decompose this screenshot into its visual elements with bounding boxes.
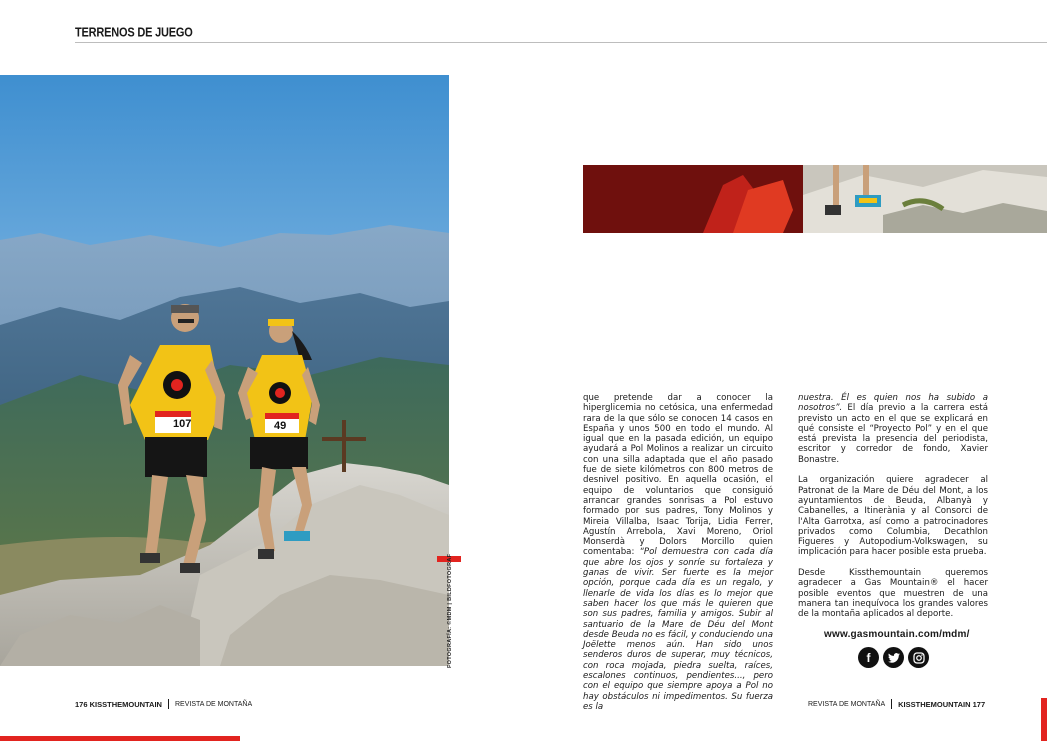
footer-divider — [168, 699, 169, 709]
footer-right — [808, 699, 985, 709]
magazine-tag-right: REVISTA DE MONTAÑA — [808, 700, 886, 708]
photo-credit — [447, 553, 457, 670]
article-text: que pretende dar a conocer la hiperglicemia no cetósica, una enfermedad rara de la que sólo se conocen 14 casos en España y unos 500 en todo el mundo. Al igual que en la pasada edición, un equipo ayudará a Pol Molinos a realizar un circuito con una silla adaptada que el año pasado fue de siete kilómetros con 800 metros de desnivel positivo. En aquella ocasión, el equipo de voluntarios que consiguió arrancar grandes sonrisas a Pol estuvo formado por sus padres, Tony Molinos y Mireia Villalba, Isaac Torija, Lidia Ferrer, Agustín Arrebola, Xavi Moreno, Oriol Monserdà y Dolors Morcillo quien comentaba: — [583, 393, 773, 558]
bib-number-right: 49 — [274, 420, 287, 432]
photo-credit-text: FOTOGRAFÍA: ©MDM | BILDFOTOGRAF — [447, 553, 453, 668]
brand-left: KISSTHEMOUNTAIN — [89, 699, 162, 709]
facebook-icon[interactable]: f — [858, 647, 879, 668]
article-paragraph — [583, 393, 773, 712]
article-quote: “Pol demuestra con cada día que abre los ojos y sonríe su fortaleza y ganas de vivir. Ser fuerte es la mejor opción, porque cada día es un regalo, y llenarle de vida los días es lo mejor que saben hacer los que más le quieren que son sus padres, familia y amigos. Subir al santuario de la Mare de Déu del Mont desde Beuda no es fácil, y conduciendo una Joëlette menos aún. Han sido unos senderos duros de superar, muy técnicos, con roca mojada, piedra suelta, raíces, escalones continuos, pendientes..., pero con el equipo que siempre apoya a Pol no hay obstáculos ni impedimentos. Su fuerza es la — [583, 547, 773, 712]
footer-left — [75, 699, 252, 709]
magazine-tag-left: REVISTA DE MONTAÑA — [174, 700, 253, 708]
instagram-icon[interactable] — [908, 647, 929, 668]
trail-runners-photo — [0, 75, 449, 666]
article-column-2 — [798, 393, 988, 620]
article-column-1 — [583, 393, 773, 712]
page-number-left: 176 — [75, 699, 88, 709]
accent-bar-right — [1041, 698, 1047, 741]
accent-bar-left — [0, 736, 240, 741]
race-detail-strip — [583, 165, 1047, 233]
bib-number-left: 107 — [173, 418, 192, 430]
brand-right: KISSTHEMOUNTAIN — [898, 699, 971, 709]
header-rule — [75, 42, 1047, 43]
twitter-icon[interactable] — [883, 647, 904, 668]
section-label: TERRENOS DE JUEGO — [75, 26, 193, 40]
article-text: El día previo a la carrera está previsto un acto en el que se explicará en qué consiste el “Proyecto Pol” y en el que está prevista la presencia del periodista, escritor y corredor de fondo, Xavier Bonastre. — [798, 403, 988, 465]
article-quote-end: nuestra. Él es quien nos ha subido a nosotros”. — [798, 393, 988, 414]
sponsor-url-link[interactable]: www.gasmountain.com/mdm/ — [824, 629, 970, 640]
page-number-right: 177 — [972, 699, 986, 709]
article-paragraph: La organización quiere agradecer al Patronat de la Mare de Déu del Mont, a los ayuntamientos de Beuda, Albanyà y Cabanelles, a Itinerània y al Consorci de l'Alta Garrotxa, así como a patrocinadores privados como Columbia, Decathlon Figueres y Autopodium-Volkswagen, su implicación para hacer posible esta prueba. — [798, 475, 988, 558]
footer-divider — [891, 699, 892, 709]
article-paragraph: Desde Kissthemountain queremos agradecer a Gas Mountain® el hacer posible eventos que muestren de una manera tan inequívoca los grandes valores de la montaña aplicados al deporte. — [798, 568, 988, 620]
article-paragraph — [798, 393, 988, 465]
